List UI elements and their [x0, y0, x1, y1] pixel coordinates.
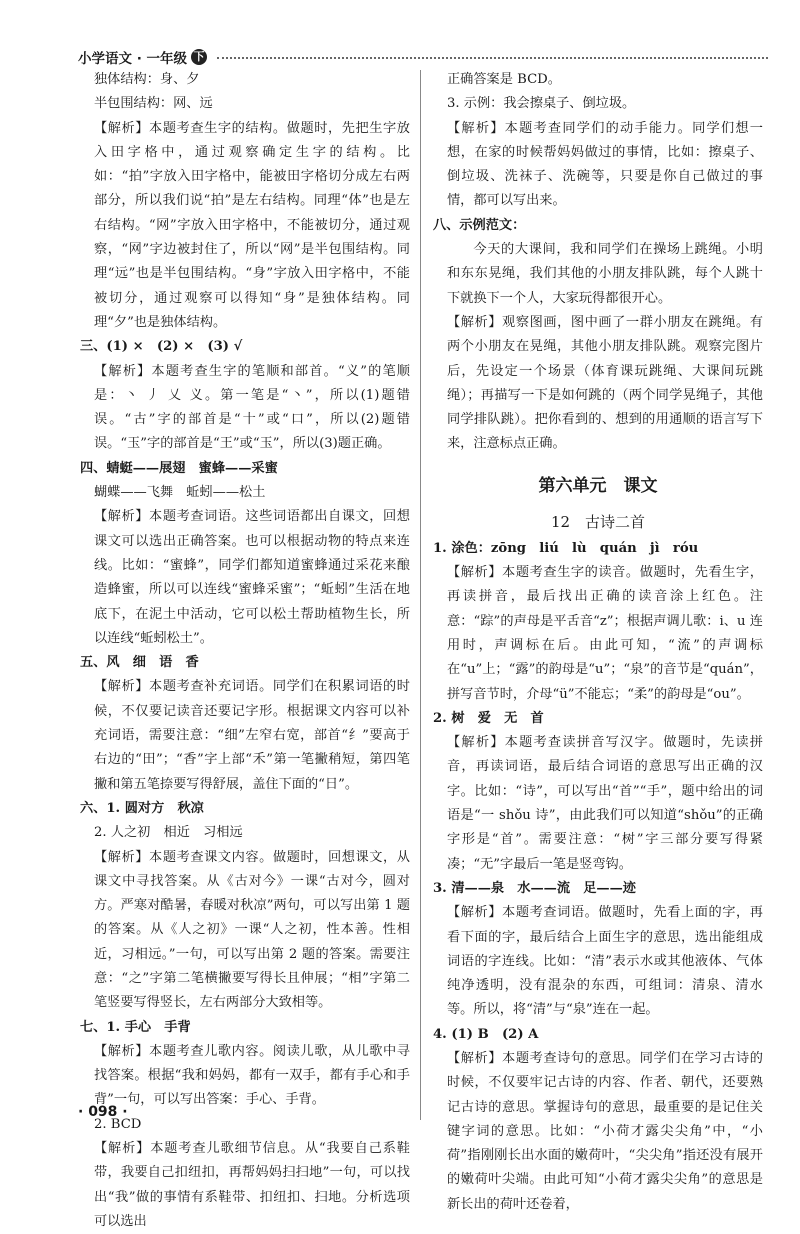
- lesson-title: 12 古诗二首: [550, 512, 646, 531]
- right-top-answers: [433, 68, 763, 457]
- answer-paragraph: 【解析】本题考查词语。这些词语都出自课文，回想课文可以选出正确答案。也可以根据动物的特点来连线。比如：“蜜蜂”，同学们都知道蜜蜂通过采花来酿造蜂蜜，所以可以连线“蜜蜂采蜜”；“蚯蚓”生活在地底下，在泥土中活动，它可以松土帮助植物生长，所以连线“蚯蚓松土”。: [94, 509, 410, 646]
- answer-paragraph: 三、(1) × (2) × (3) √: [80, 339, 243, 355]
- answer-paragraph: 【解析】观察图画，图中画了一群小朋友在跳绳。有两个小朋友在晃绳，其他小朋友排队跳。观察完图片后，先设定一个场景（体育课玩跳绳、大课间玩跳绳）；再描写一下是如何跳的（两个同学晃绳子，其他同学排队跳）。把你看到的、想到的用通顺的语言写下来，注意标点正确。: [447, 314, 763, 452]
- answer-paragraph: 3. 清——泉 水——流 足——迹: [433, 880, 636, 896]
- answer-paragraph: 五、风 细 语 香: [80, 655, 199, 671]
- answer-paragraph: 【解析】本题考查补充词语。同学们在积累词语的时候，不仅要记读音还要记字形。根据课文内容可以补充词语，需要注意：“细”左窄右宽，部首“纟”要高于右边的“田”；“香”字上部“禾”第一笔撇稍短，第四笔撇和第五笔捺要写得舒展，盖住下面的“日”。: [94, 679, 410, 792]
- page-header: [78, 46, 768, 68]
- answer-paragraph: 七、1. 手心 手背: [80, 1019, 191, 1035]
- answer-paragraph: 【解析】本题考查儿歌内容。阅读儿歌，从儿歌中寻找答案。根据“我和妈妈，都有一双手，都有手心和手背”一句，可以写出答案：手心、手背。: [94, 1043, 410, 1108]
- left-column: [80, 68, 410, 1234]
- page-number: · 098 ·: [78, 1104, 128, 1120]
- unit-title: 第六单元 课文: [538, 475, 658, 496]
- answer-paragraph: 4. (1) B (2) A: [433, 1026, 539, 1042]
- right-column: [433, 68, 763, 1217]
- volume-badge: 下: [191, 49, 207, 65]
- answer-paragraph: 2. 树 爱 无 首: [433, 710, 544, 726]
- answer-paragraph: 六、1. 圆对方 秋凉: [80, 800, 204, 816]
- answer-paragraph: 【解析】本题考查生字的笔顺和部首。“义”的笔顺是：丶 丿 乂 义。第一笔是“丶”，所以(1)题错误。“古”字的部首是“十”或“口”，所以(2)题错误。“玉”字的部首是“王”或“玉”，所以(3)题正确。: [94, 363, 410, 452]
- answer-paragraph: 【解析】本题考查同学们的动手能力。同学们想一想，在家的时候帮妈妈做过的事情，比如：擦桌子、倒垃圾、洗袜子、洗碗等，只要是你自己做过的事情，都可以写出来。: [447, 120, 763, 209]
- answer-paragraph: 正确答案是 BCD。: [447, 72, 561, 87]
- answer-paragraph: 八、示例范文：: [433, 217, 526, 233]
- right-bottom-answers: [433, 537, 763, 1217]
- answer-paragraph: 半包围结构：网、远: [94, 96, 213, 112]
- answer-paragraph: 【解析】本题考查生字的读音。做题时，先看生字，再读拼音，最后找出正确的读音涂上红色。注意：“踪”的声母是平舌音“z”；根据声调儿歌：i、u 连用时，声调标在后。由此可知，“流”的声调标在“u”上；“露”的韵母是“u”；“泉”的音节是“quán”，拼写音节时，介母“ü”不能忘；“柔”的韵母是“ou”。: [447, 565, 763, 702]
- header-dotted-rule: [217, 57, 768, 59]
- answer-paragraph: 独体结构：身、夕: [94, 72, 200, 87]
- answer-paragraph: 2. BCD: [94, 1116, 142, 1132]
- answer-paragraph: 【解析】本题考查生字的结构。做题时，先把生字放入田字格中，通过观察确定生字的结构。比如：“拍”字放入田字格中，能被田字格切分成左右两部分，所以我们说“拍”是左右结构。同理“体”也是左右结构。“网”字放入田字格中，不能被切分，通过观察，“网”字边被封住了，所以“网”是半包围结构。同理“远”也是半包围结构。“身”字放入田字格中，不能被切分，通过观察可以得知“身”是独体结构。同理“夕”也是独体结构。: [94, 120, 410, 330]
- answer-paragraph: 1. 涂色：zōng liú lù quán jì róu: [433, 540, 699, 556]
- answer-paragraph: 【解析】本题考查读拼音写汉字。做题时，先读拼音，再读词语，最后结合词语的意思写出正确的汉字。比如：“诗”，可以写出“首”“手”，题中给出的词语是“一 shǒu 诗”，由此我们可以知道“shǒu”的正确字形是“首”。需要注意：“树”字三部分要写得紧凑；“无”字最后一笔是竖弯钩。: [447, 735, 763, 872]
- answer-paragraph: 2. 人之初 相近 习相远: [94, 825, 243, 841]
- column-divider: [420, 70, 421, 1120]
- answer-paragraph: 四、蜻蜓——展翅 蜜蜂——采蜜: [80, 460, 278, 476]
- answer-paragraph: 今天的大课间，我和同学们在操场上跳绳。小明和东东晃绳，我们其他的小朋友排队跳，每个人跳十下就换下一个人，大家玩得都很开心。: [447, 242, 763, 306]
- answer-paragraph: 3. 示例：我会擦桌子、倒垃圾。: [447, 96, 636, 112]
- book-title: 小学语文 · 一年级: [78, 51, 188, 67]
- answer-paragraph: 【解析】本题考查词语。做题时，先看上面的字，再看下面的字，最后结合上面生字的意思，选出能组成词语的字连线。比如：“清”表示水或其他液体、气体纯净透明，没有混杂的东西，可组词：清泉、清水等。所以，将“清”与“泉”连在一起。: [447, 905, 763, 1018]
- answer-paragraph: 【解析】本题考查课文内容。做题时，回想课文，从课文中寻找答案。从《古对今》一课“古对今，圆对方。严寒对酷暑，春暖对秋凉”两句，可以写出第 1 题的答案。从《人之初》一课“人之初，性本善。性相近，习相远。”一句，可以写出第 2 题的答案。需要注意：“之”字第二笔横撇要写得长且伸展；“相”字第二笔竖要写得竖长，左右两部分大致相等。: [94, 849, 410, 1011]
- answer-paragraph: 【解析】本题考查诗句的意思。同学们在学习古诗的时候，不仅要牢记古诗的内容、作者、朝代，还要熟记古诗的意思。掌握诗句的意思，最重要的是记住关键字词的意思。比如：“小荷才露尖尖角”中，“小荷”指刚刚长出水面的嫩荷叶，“尖尖角”指还没有展开的嫩荷叶尖端。由此可知“小荷才露尖尖角”的意思是新长出的荷叶还卷着，: [447, 1050, 763, 1212]
- answer-paragraph: 【解析】本题考查儿歌细节信息。从“我要自己系鞋带，我要自己扣纽扣，再帮妈妈扫扫地”一句，可以找出“我”做的事情有系鞋带、扣纽扣、扫地。分析选项可以选出: [94, 1141, 410, 1229]
- answer-paragraph: 蝴蝶——飞舞 蚯蚓——松土: [94, 485, 266, 501]
